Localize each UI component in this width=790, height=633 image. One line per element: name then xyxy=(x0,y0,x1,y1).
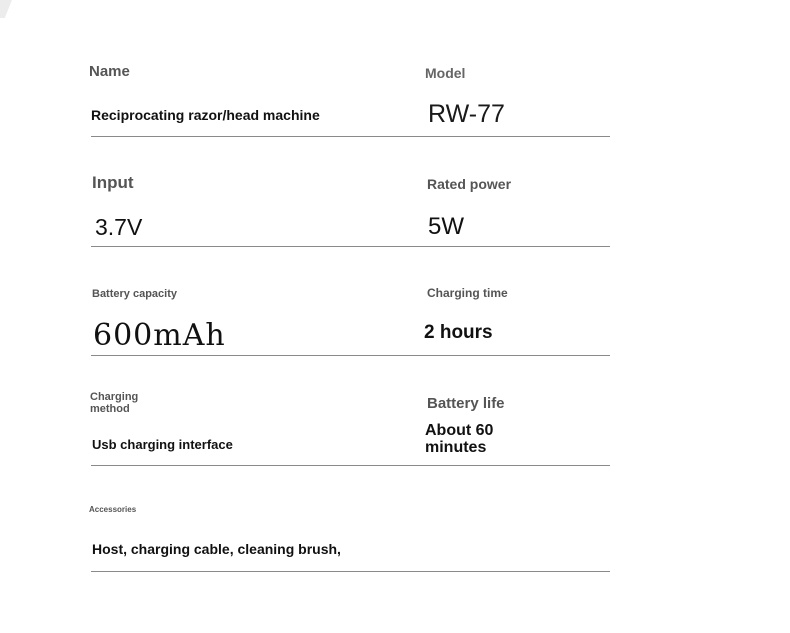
model-value: RW-77 xyxy=(428,100,505,128)
battery-capacity-label: Battery capacity xyxy=(92,288,177,300)
name-value: Reciprocating razor/head machine xyxy=(91,107,320,123)
row-divider xyxy=(91,355,610,356)
charging-method-label-line1: Charging xyxy=(90,391,139,403)
input-value: 3.7V xyxy=(95,214,143,240)
battery-life-value-line2: minutes xyxy=(425,439,487,456)
corner-decoration xyxy=(0,0,12,18)
rated-power-value: 5W xyxy=(428,213,464,240)
accessories-label: Accessories xyxy=(89,505,137,514)
model-label: Model xyxy=(425,65,466,81)
charging-method-label-line2: method xyxy=(90,403,130,415)
row-divider xyxy=(91,136,610,137)
name-label: Name xyxy=(89,63,130,80)
input-label: Input xyxy=(92,173,134,192)
row-divider xyxy=(91,246,610,247)
charging-time-label: Charging time xyxy=(427,286,508,300)
battery-capacity-value: 600mAh xyxy=(93,318,226,353)
battery-life-label: Battery life xyxy=(427,395,505,412)
accessories-value: Host, charging cable, cleaning brush, xyxy=(92,541,341,557)
row-divider xyxy=(91,571,610,572)
battery-life-value xyxy=(425,422,493,456)
battery-life-value-line1: About 60 xyxy=(425,422,494,439)
row-divider xyxy=(91,465,610,466)
charging-method-label xyxy=(90,391,138,415)
charging-time-value: 2 hours xyxy=(424,322,493,343)
charging-method-value: Usb charging interface xyxy=(92,437,233,452)
rated-power-label: Rated power xyxy=(427,176,512,192)
